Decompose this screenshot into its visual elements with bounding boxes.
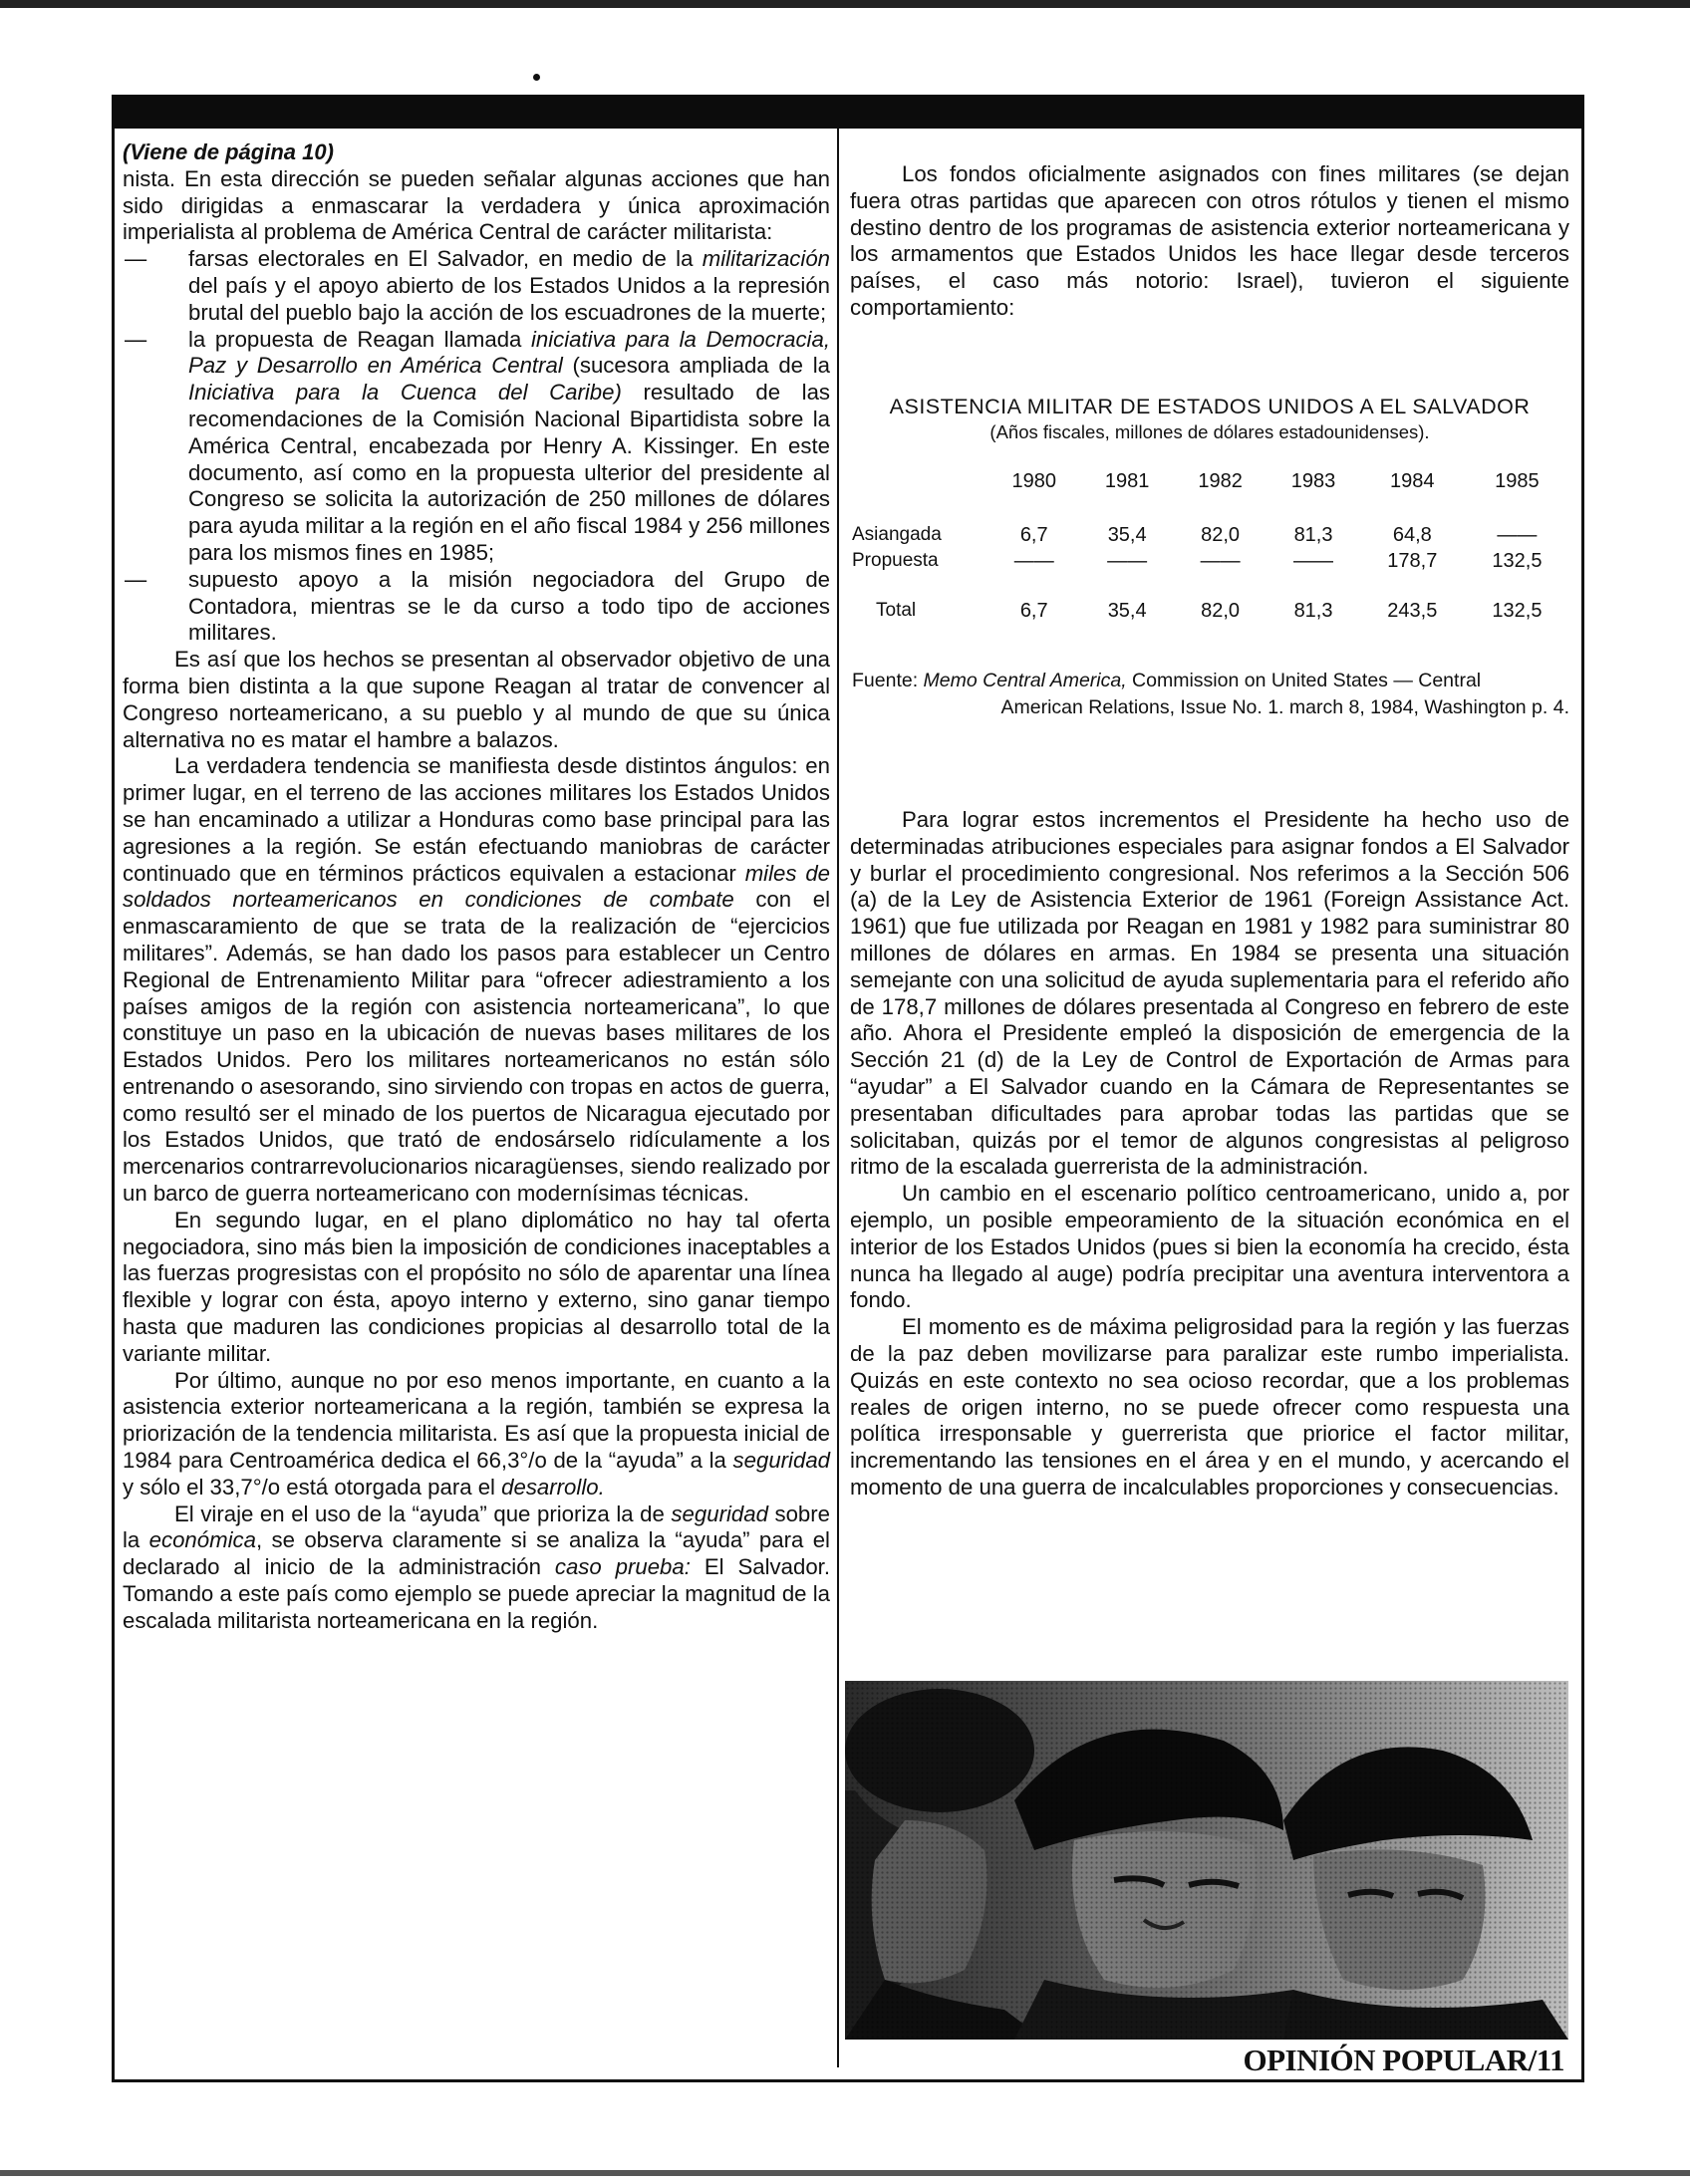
year-header: 1983 xyxy=(1290,469,1336,492)
table-cell: 81,3 xyxy=(1293,599,1333,622)
bullet-dash: — xyxy=(125,246,147,272)
source-prefix: Fuente: xyxy=(852,670,924,691)
row-label: Propuesta xyxy=(852,550,939,571)
left-paragraph-4: En segundo lugar, en el plano diplomático no hay tal oferta negociadora, sino más bien la imposición de condiciones inaceptables a las fuerzas progresistas con el propósito no sólo de aparentar una línea flexible y lograr con ésta, apoyo interno y externo, sino ganar tiempo hasta que maduren las condiciones propicias al desarrollo total de la variante militar. xyxy=(123,1207,830,1366)
text-run: con el enmascaramiento de que se trata de la realización de “ejercicios militares”. Además, se han dado los pasos para establecer un Centro Regional de Entrenamiento Militar para “ofrecer adiestramiento a los países amigos de la región con asistencia norteamericana”, lo que constituye un paso en la ubicación de nuevas bases militares de los Estados Unidos. Pero los militares norteamericanos no están sólo entrenando o asesorando, sino sirviendo con tropas en actos de guerra, como resultó ser el minado de los puertos de Nicaragua ejecutado por los Estados Unidos, que trató de endosárselo ridículamente a los mercenarios contrarrevolucionarios nicaragüenses, siendo realizado por un barco de guerra norteamericano con modernísimas técnicas. xyxy=(123,887,831,1207)
text-run: El Salvador. Tomando a este país como ejemplo se puede apreciar la magnitud de la escalada militarista norteamericana en la región. xyxy=(123,1554,830,1633)
bullet-text xyxy=(188,327,830,565)
masthead-page-number: OPINIÓN POPULAR/11 xyxy=(1243,2043,1564,2077)
left-paragraph-5 xyxy=(123,1368,830,1502)
italic-run: iniciativa para la Democracia, Paz y Desarrollo en América Central xyxy=(188,326,830,379)
text-run: El viraje en el uso de la “ayuda” que prioriza la de xyxy=(174,1501,672,1526)
table-cell: 82,0 xyxy=(1201,599,1241,622)
table-header-row xyxy=(852,468,1569,494)
military-aid-table xyxy=(852,468,1569,624)
year-header: 1984 xyxy=(1390,469,1435,492)
bullet-text xyxy=(188,246,830,325)
italic-run: económica xyxy=(148,1527,256,1553)
bullet-text xyxy=(188,567,830,646)
table-cell: 6,7 xyxy=(1019,523,1048,546)
text-run: , se observa claramente si se analiza la “ayuda” para el declarado al inicio de la administración xyxy=(123,1527,830,1580)
italic-run: miles de soldados norteamericanos en condiciones de combate xyxy=(123,860,830,913)
left-paragraph-2: Es así que los hechos se presentan al observador objetivo de una forma bien distinta a la que supone Reagan al tratar de convencer al Congreso norteamericano, a su pueblo y al mundo de que su única alternativa no es matar el hambre a balazos. xyxy=(123,647,830,752)
year-header: 1982 xyxy=(1198,469,1243,492)
text-run: resultado de las recomendaciones de la Comisión Nacional Bipartidista sobre la América Central, encabezada por Henry A. Kissinger. En este documento, así como en la propuesta ulterior del presidente al Congreso se solicita la autorización de 250 millones de dólares para ayuda militar a la región en el año fiscal 1984 y 256 millones para los mismos fines en 1985; xyxy=(188,380,831,565)
text-run: farsas electorales en El Salvador, en medio de la xyxy=(188,246,703,272)
table-cell: —— xyxy=(1293,549,1334,572)
right-column-body xyxy=(850,807,1569,1502)
text-run: Por último, aunque no por eso menos importante, en cuanto a la asistencia exterior norteamericana a la región, también se expresa la priorización de la tendencia militarista. Es así que la propuesta inicial de 1984 para Centroamérica dedica el 66,3°/o de la “ayuda” a la xyxy=(123,1367,830,1474)
italic-run: seguridad xyxy=(671,1501,768,1526)
bullet-item xyxy=(123,246,830,326)
text-run: La verdadera tendencia se manifiesta desde distintos ángulos: en primer lugar, en el terreno de las acciones militares los Estados Unidos se han encaminado a utilizar a Honduras como base principal para las agresiones a la región. Se están efectuando maniobras de carácter continuado que en términos prácticos equivalen a estacionar xyxy=(123,753,830,886)
table-cell: —— xyxy=(1013,549,1054,572)
table-cell: —— xyxy=(1107,549,1148,572)
table-cell: —— xyxy=(1200,549,1241,572)
column-divider xyxy=(837,129,839,2067)
source-title: Memo Central America, xyxy=(923,670,1127,691)
table-cell: 178,7 xyxy=(1387,549,1438,572)
left-paragraph-6 xyxy=(123,1502,830,1635)
source-line-1 xyxy=(852,668,1569,694)
table-row xyxy=(852,548,1569,574)
halftone-overlay xyxy=(845,1681,1568,2040)
table-row xyxy=(852,522,1569,548)
bullet-item xyxy=(123,327,830,567)
table-cell: 35,4 xyxy=(1107,523,1147,546)
year-header: 1981 xyxy=(1104,469,1150,492)
right-column-intro xyxy=(850,161,1569,322)
table-cell: 243,5 xyxy=(1387,599,1438,622)
table-corner xyxy=(852,468,987,494)
table-cell: 132,5 xyxy=(1492,599,1543,622)
table-source xyxy=(852,668,1569,721)
text-run: y sólo el 33,7°/o está otorgada para el xyxy=(123,1474,502,1500)
table-row-total xyxy=(852,598,1569,624)
italic-run: seguridad xyxy=(732,1448,830,1474)
left-column xyxy=(123,139,830,1635)
year-header: 1985 xyxy=(1495,469,1540,492)
left-paragraph-3 xyxy=(123,753,830,1208)
table-cell: 6,7 xyxy=(1019,599,1048,622)
table-spacer xyxy=(852,574,1569,598)
italic-run: Iniciativa para la Cuenca del Caribe) xyxy=(188,380,622,406)
table-title: ASISTENCIA MILITAR DE ESTADOS UNIDOS A EL SALVADOR xyxy=(889,395,1531,418)
left-paragraph-1: nista. En esta dirección se pueden señalar algunas acciones que han sido dirigidas a enmascarar la verdadera y única aproximación imperialista al problema de América Central de carácter militarista: xyxy=(123,165,830,245)
text-run: (sucesora ampliada de la xyxy=(562,353,830,379)
italic-run: militarización xyxy=(702,246,830,272)
scan-edge-top xyxy=(0,0,1690,8)
row-label: Total xyxy=(876,600,917,621)
table-subtitle: (Años fiscales, millones de dólares estadounidenses). xyxy=(989,421,1430,442)
header-rule xyxy=(112,95,1584,129)
right-paragraph-1: Los fondos oficialmente asignados con fines militares (se dejan fuera otras partidas que aparecen con otros rótulos y tienen el mismo destino dentro de los programas de asistencia exterior norteamericana y los armamentos que Estados Unidos les hace llegar desde terceros países, el caso más notorio: Israel), tuvieron el siguiente comportamiento: xyxy=(850,161,1569,320)
soldiers-photo xyxy=(845,1681,1568,2040)
table-cell: 132,5 xyxy=(1492,549,1543,572)
text-run: la propuesta de Reagan llamada xyxy=(188,326,531,352)
bullet-list xyxy=(123,246,830,647)
table-cell: 35,4 xyxy=(1107,599,1147,622)
bullet-dash: — xyxy=(125,326,147,352)
italic-run: caso prueba: xyxy=(554,1554,691,1580)
text-run: sobre la xyxy=(123,1501,830,1553)
italic-run: desarrollo. xyxy=(501,1474,605,1500)
source-line-2: American Relations, Issue No. 1. march 8, 1984, Washington p. 4. xyxy=(1000,696,1569,718)
row-label: Asiangada xyxy=(852,524,942,545)
text-run: del país y el apoyo abierto de los Estados Unidos a la represión brutal del pueblo bajo la acción de los escuadrones de la muerte; xyxy=(188,272,830,325)
year-header: 1980 xyxy=(1011,469,1056,492)
table-cell: —— xyxy=(1497,523,1538,546)
table-spacer xyxy=(852,494,1569,522)
scan-edge-bottom xyxy=(0,2170,1690,2176)
text-run: supuesto apoyo a la misión negociadora del Grupo de Contadora, mientras se le da curso a todo tipo de acciones militares. xyxy=(188,566,830,646)
table-cell: 81,3 xyxy=(1293,523,1333,546)
bullet-dash: — xyxy=(125,566,147,592)
right-paragraph-2: Para lograr estos incrementos el Presidente ha hecho uso de determinadas atribuciones especiales para asignar fondos a El Salvador y burlar el procedimiento congresional. Nos referimos a la Sección 506 (a) de la Ley de Asistencia Exterior de 1961 (Foreign Assistance Act. 1961) que fue utilizada por Reagan en 1981 y 1982 para suministrar 80 millones de dólares en armas. En 1984 se presenta una situación semejante con una solicitud de ayuda suplementaria para el referido año de 178,7 millones de dólares presentada al Congreso en febrero de este año. Ahora el Presidente empleó la disposición de emergencia de la Sección 21 (d) de la Ley de Control de Exportación de Armas para “ayudar” a El Salvador cuando en la Cámara de Representantes se presentaban dificultades para aprobar todas las partidas que se solicitaban, quizás por el temor de algunos congresistas al peligroso ritmo de la escalada guerrerista de la administración. xyxy=(850,807,1569,1180)
right-paragraph-3: Un cambio en el escenario político centroamericano, unido a, por ejemplo, un posible empeoramiento de la situación económica en el interior de los Estados Unidos (pues si bien la economía ha crecido, ésta nunca ha llegado al auge) podría precipitar una aventura interventora a fondo. xyxy=(850,1181,1569,1313)
table-cell: 82,0 xyxy=(1201,523,1241,546)
continued-from: (Viene de página 10) xyxy=(123,139,334,164)
right-paragraph-4: El momento es de máxima peligrosidad para la región y las fuerzas de la paz deben movilizarse para paralizar este rumbo imperialista. Quizás en este contexto no sea ocioso recordar, que a los problemas reales de origen interno, no se puede ofrecer como respuesta una política irresponsable y guerrerista que priorice el factor militar, incrementando las tensiones en el área y en el mundo, y acercando el momento de una guerra de incalculables proporciones y consecuencias. xyxy=(850,1314,1569,1500)
ink-dot xyxy=(533,74,540,81)
bullet-item xyxy=(123,567,830,647)
table-cell: 64,8 xyxy=(1392,523,1432,546)
source-rest: Commission on United States — Central xyxy=(1126,670,1482,691)
